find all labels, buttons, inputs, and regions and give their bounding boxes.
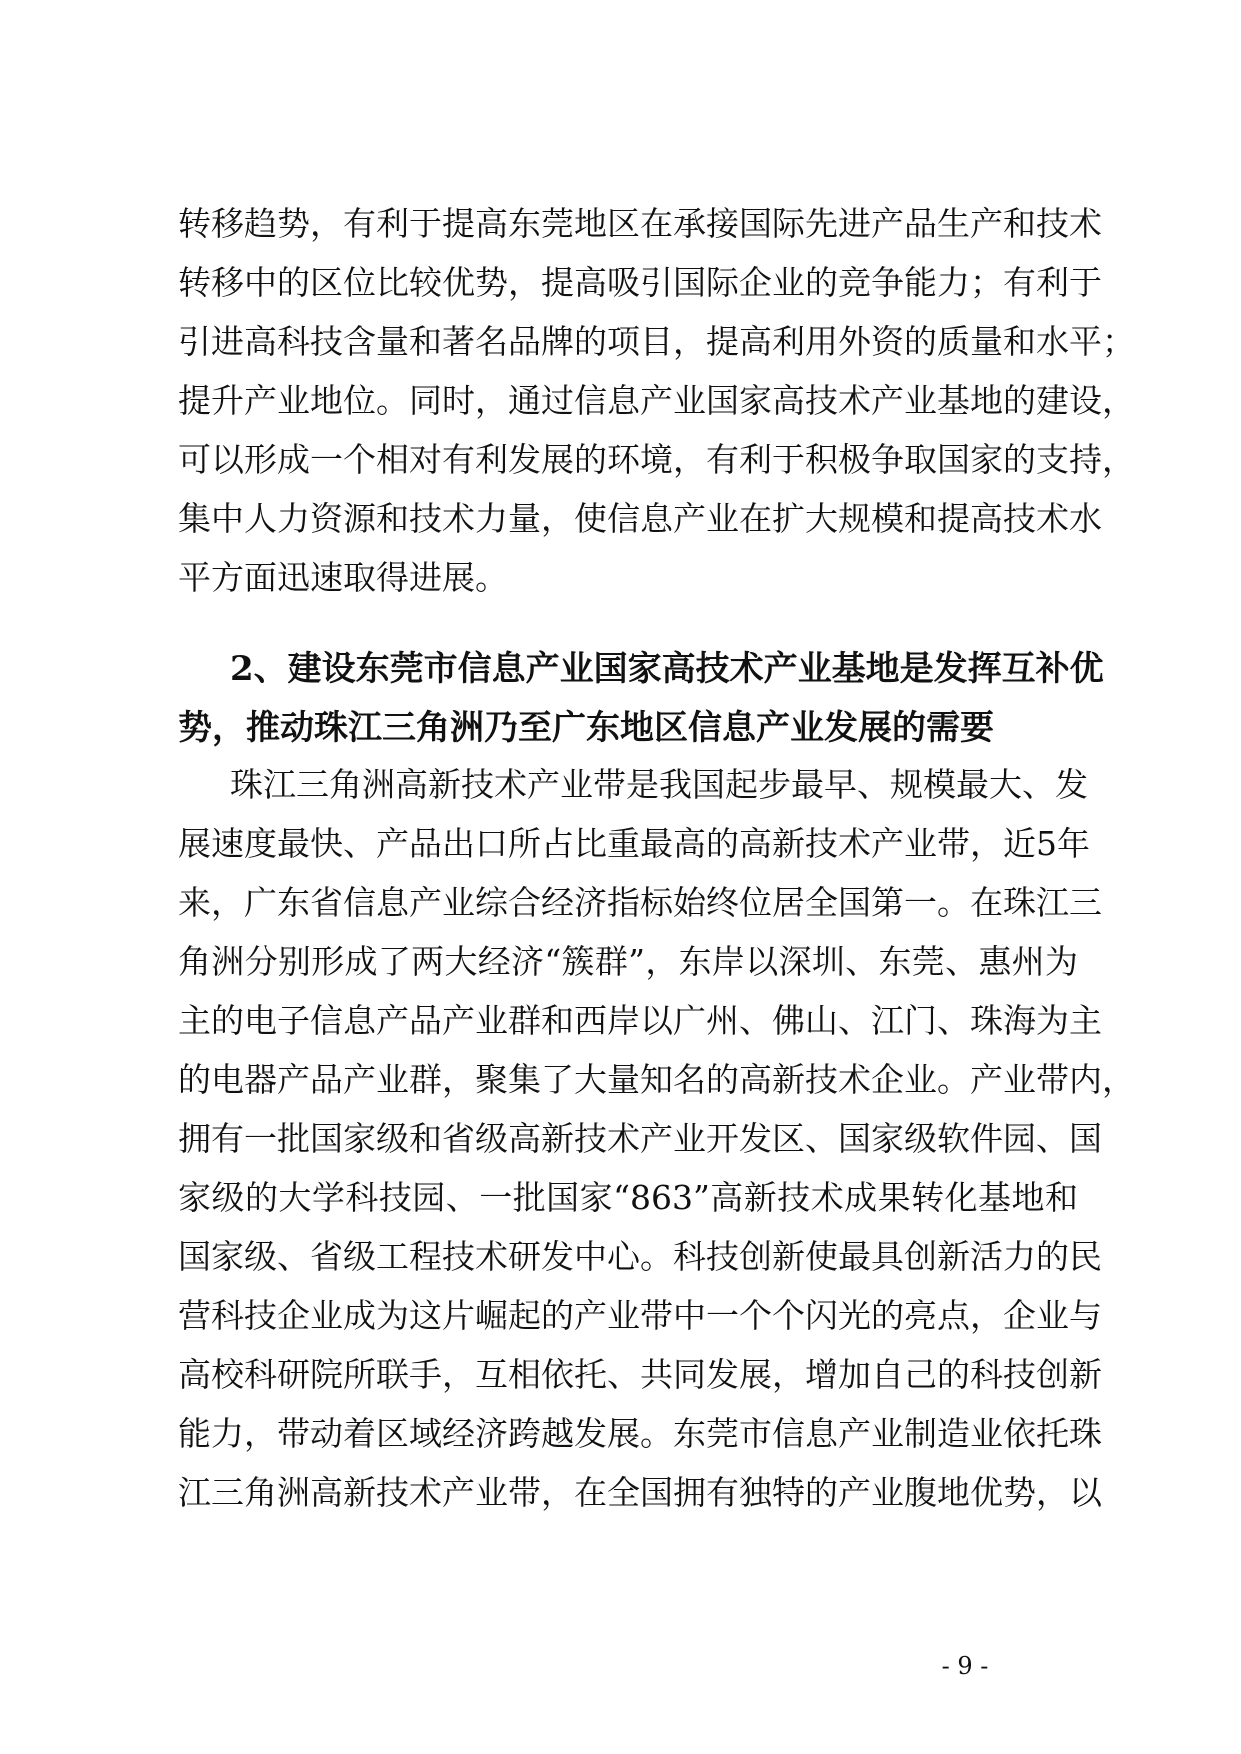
- heading-line: 势，推动珠江三角洲乃至广东地区信息产业发展的需要: [178, 708, 994, 748]
- paragraph-line: 展速度最快、产品出口所占比重最高的高新技术产业带，近5年: [178, 824, 1090, 863]
- paragraph-line: 角洲分别形成了两大经济“簇群”，东岸以深圳、东莞、惠州为: [178, 942, 1078, 981]
- paragraph-line: 营科技企业成为这片崛起的产业带中一个个闪光的亮点，企业与: [178, 1296, 1102, 1335]
- paragraph-line: 江三角洲高新技术产业带，在全国拥有独特的产业腹地优势，以: [178, 1473, 1102, 1512]
- paragraph-line: 引进高科技含量和著名品牌的项目，提高利用外资的质量和水平；: [178, 322, 1135, 361]
- paragraph-line: 的电器产品产业群，聚集了大量知名的高新技术企业。产业带内，: [178, 1060, 1135, 1099]
- paragraph-line: 集中人力资源和技术力量，使信息产业在扩大规模和提高技术水: [178, 499, 1102, 538]
- section-heading-2: [178, 640, 1104, 758]
- paragraph-line: 主的电子信息产品产业群和西岸以广州、佛山、江门、珠海为主: [178, 1001, 1102, 1040]
- page-number: - 9 -: [941, 1652, 989, 1680]
- heading-line: 2、建设东莞市信息产业国家高技术产业基地是发挥互补优: [230, 649, 1104, 689]
- paragraph-line: 拥有一批国家级和省级高新技术产业开发区、国家级软件园、国: [178, 1119, 1102, 1158]
- paragraph-line: 转移中的区位比较优势，提高吸引国际企业的竞争能力；有利于: [178, 263, 1102, 302]
- paragraph-line: 家级的大学科技园、一批国家“863”高新技术成果转化基地和: [178, 1178, 1078, 1217]
- paragraph-line: 能力，带动着区域经济跨越发展。东莞市信息产业制造业依托珠: [178, 1414, 1102, 1453]
- paragraph-line: 珠江三角洲高新技术产业带是我国起步最早、规模最大、发: [230, 765, 1088, 804]
- paragraph-line: 可以形成一个相对有利发展的环境，有利于积极争取国家的支持，: [178, 440, 1135, 479]
- paragraph-line: 提升产业地位。同时，通过信息产业国家高技术产业基地的建设，: [178, 381, 1135, 420]
- paragraph-line: 高校科研院所联手，互相依托、共同发展，增加自己的科技创新: [178, 1355, 1102, 1394]
- paragraph-line: 国家级、省级工程技术研发中心。科技创新使最具创新活力的民: [178, 1237, 1102, 1276]
- paragraph-line: 平方面迅速取得进展。: [178, 558, 508, 597]
- paragraph-1: [178, 194, 1135, 607]
- paragraph-2: [178, 755, 1135, 1522]
- paragraph-line: 转移趋势，有利于提高东莞地区在承接国际先进产品生产和技术: [178, 204, 1102, 243]
- paragraph-line: 来，广东省信息产业综合经济指标始终位居全国第一。在珠江三: [178, 883, 1102, 922]
